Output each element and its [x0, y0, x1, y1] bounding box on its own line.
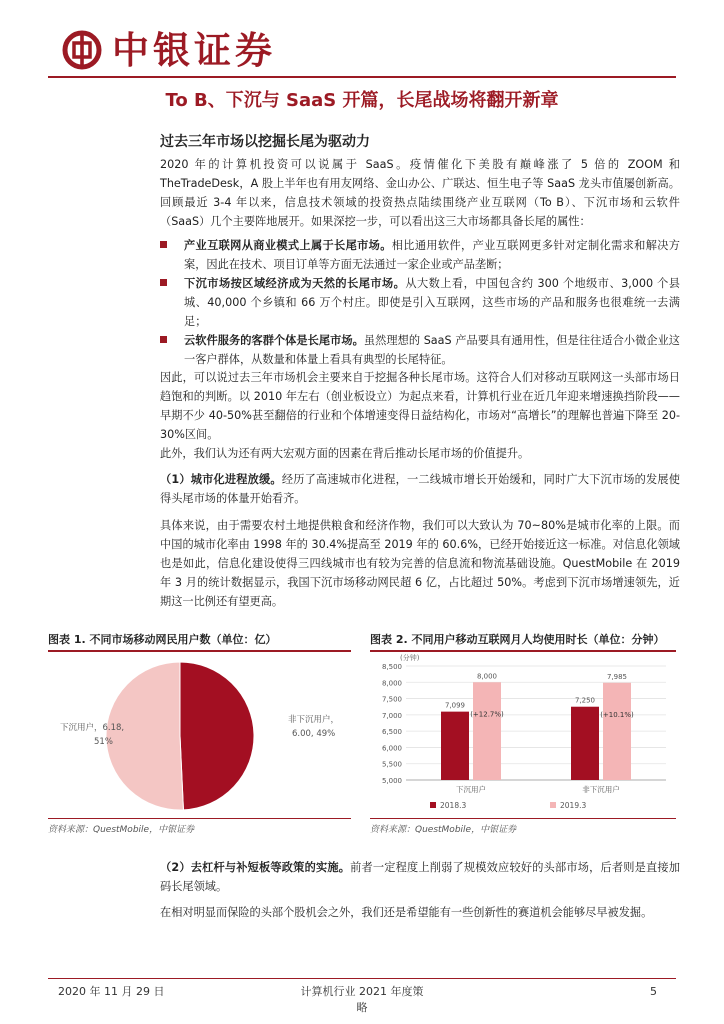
footer-date: 2020 年 11 月 29 日 [58, 985, 165, 998]
bullet-text: 相比通用软件，产业互联网更多针对定制化需求和解决方案，因此在技术、项目订单等方面无法通过一家企业或产品垄断； [184, 239, 680, 271]
bar-y-tick-label: 5,000 [381, 777, 402, 785]
bar-y-tick-label: 8,500 [381, 663, 402, 671]
bar-2019-3-0 [473, 682, 501, 780]
bar-y-tick-label: 6,000 [381, 744, 402, 753]
legend-label: 2019.3 [560, 801, 587, 810]
bar-value-label: 7,099 [444, 701, 466, 710]
bar-2018-3-1 [571, 707, 599, 780]
bullet-industrial-internet [160, 236, 680, 274]
legend-swatch-2019 [550, 802, 556, 808]
bar-value-label: 7,985 [606, 672, 628, 681]
bullet-bold-lead: 产业互联网从商业模式上属于长尾市场。 [184, 239, 392, 252]
bar-x-tick-label: 非下沉用户 [582, 785, 620, 794]
paragraph-saas-intro: 2020 年的计算机投资可以说属于 SaaS。疫情催化下美股有巅峰涨了 5 倍的 ZOOM 和 TheTradeDesk，A 股上半年也有用友网络、金山办公、广联达、恒生电子等 SaaS 龙头市值屡创新高。回顾最近 3-4 年以来，信息技术领域的投资热点陆续围绕产业互联网（To B）、下沉市场和云软件（SaaS）几个主要阵地展开。如果深挖一步，可以看出这三大市场都具备长尾的属性： [160, 158, 680, 228]
point-text: 经历了高速城市化进程，一二线城市增长开始缓和，同时广大下沉市场的发展使得头尾市场的体量开始看齐。 [160, 473, 680, 505]
chart1-pie [48, 652, 351, 818]
point-heading: （1）城市化进程放缓。 [160, 473, 282, 486]
paragraph-urbanization [160, 470, 680, 508]
chart2-source: 资料来源：QuestMobile，中银证券 [370, 825, 517, 835]
bullet-square-icon [160, 241, 167, 248]
paragraph-policy [160, 858, 680, 896]
chart1-bottom-rule [48, 818, 351, 819]
bar-y-tick-label: 6,500 [381, 728, 402, 737]
bar-growth-label: (+12.7%) [470, 710, 504, 719]
paragraph-urbanization-detail: 具体来说，由于需要农村土地提供粮食和经济作物，我们可以大致认为 70~80%是城市化率的上限。而中国的城市化率由 1998 年的 30.4%提高至 2019 年的 60.6%，已经开始接近这一标准。对信息化领域也是如此，信息化建设使得三四线城市也有较为完善的信息流和物流基础设施。QuestMobile 在 2019 年 3 月的统计数据显示，我国下沉市场移动网民超 6 亿，占比超过 50%。考虑到下沉市场增速领先，近期这一比例还有望更高。 [160, 519, 680, 608]
chart2-bottom-rule [370, 818, 676, 819]
pie-value-non-lower-tier: 6.00, 49% [292, 729, 336, 739]
chart1-title: 图表 1. 不同市场移动网民用户数（单位：亿） [48, 633, 277, 646]
bar-y-tick-label: 7,500 [381, 695, 402, 704]
section-heading: 过去三年市场以挖掘长尾为驱动力 [160, 134, 370, 150]
bullet-cloud-software [160, 331, 680, 369]
header-divider [48, 76, 676, 78]
bullet-bold-lead: 云软件服务的客群个体是长尾市场。 [184, 334, 364, 347]
pie-slice-lower-tier [106, 662, 183, 810]
paragraph-macro-factors: 此外，我们认为还有两大宏观方面的因素在背后推动长尾市场的价值提升。 [160, 447, 530, 460]
point-text: 前者一定程度上削弱了规模效应较好的头部市场，后者则是直接加码长尾领域。 [160, 861, 680, 893]
point-heading: （2）去杠杆与补短板等政策的实施。 [160, 861, 351, 874]
report-title: To B、下沉与 SaaS 开篇，长尾战场将翻开新章 [165, 90, 559, 111]
bar-x-tick-label: 下沉用户 [456, 785, 486, 794]
bar-growth-label: (+10.1%) [600, 710, 634, 719]
bar-unit-label: (分钟) [400, 654, 420, 662]
pie-label-lower-tier: 下沉用户，6.18, [60, 723, 125, 733]
bullet-square-icon [160, 279, 167, 286]
footer-page-number: 5 [650, 985, 657, 998]
legend-label: 2018.3 [440, 801, 467, 810]
paragraph-long-tail-summary: 因此，可以说过去三年市场机会主要来自于挖掘各种长尾市场。这符合人们对移动互联网这一头部市场日趋饱和的判断。以 2010 年左右（创业板设立）为起点来看，计算机行业在近几年迎来增速换挡阶段——早期不少 40-50%甚至翻倍的行业和个体增速变得日益结构化，市场对“高增长”的理解也普遍下降至 20-30%区间。 [160, 371, 680, 441]
bullet-text: 从大数上看，中国包含约 300 个地级市、3,000 个县城、40,000 个乡镇和 66 万个村庄。即使是引入互联网，这些市场的产品和服务也很难统一去满足； [184, 277, 680, 328]
pie-label-non-lower-tier: 非下沉用户， [288, 715, 340, 725]
page-header [0, 0, 724, 80]
paragraph-conclusion: 在相对明显而保险的头部个股机会之外，我们还是希望能有一些创新性的赛道机会能够尽早被发掘。 [160, 906, 653, 919]
footer-report-name: 计算机行业 2021 年度策略 [300, 985, 424, 1014]
bar-y-tick-label: 7,000 [381, 711, 402, 720]
bar-2019-3-1 [603, 683, 631, 780]
bar-2018-3-0 [441, 712, 469, 780]
bar-y-tick-label: 8,000 [381, 679, 402, 688]
brand-logo-text: 中银证券 [112, 28, 276, 72]
pie-value-lower-tier: 51% [94, 737, 113, 747]
chart2-title: 图表 2. 不同用户移动互联网月人均使用时长（单位：分钟） [370, 633, 665, 646]
pie-slice-non-lower-tier [180, 662, 254, 810]
bullet-bold-lead: 下沉市场按区域经济成为天然的长尾市场。 [184, 277, 406, 290]
chart2-bar [370, 652, 676, 818]
bullet-text: 虽然理想的 SaaS 产品要具有通用性，但是往往适合小微企业这一客户群体，从数量和体量上看具有典型的长尾特征。 [184, 334, 680, 366]
bar-value-label: 7,250 [574, 696, 596, 705]
bank-logo-icon [62, 30, 102, 70]
bullet-square-icon [160, 336, 167, 343]
footer-divider [48, 978, 676, 979]
chart1-source: 资料来源：QuestMobile，中银证券 [48, 825, 195, 835]
bullet-lower-tier-market [160, 274, 680, 331]
bar-value-label: 8,000 [476, 672, 498, 681]
legend-swatch-2018 [430, 802, 436, 808]
bar-y-tick-label: 5,500 [381, 760, 402, 769]
